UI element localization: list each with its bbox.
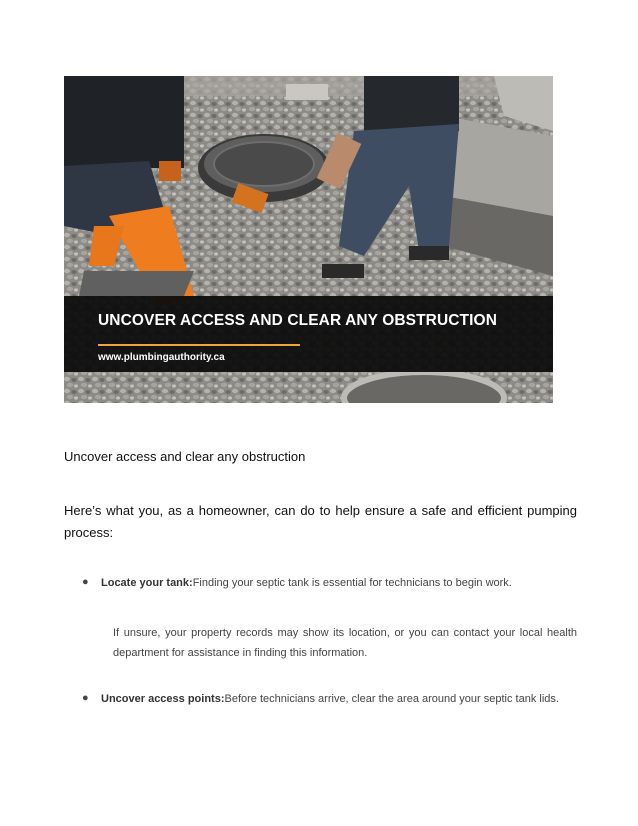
location-note: If unsure, your property records may show its location, or you can contact your local health department for assistance in finding this information. (113, 627, 577, 659)
bullet-text: Before technicians arrive, clear the area around your septic tank lids. (224, 693, 559, 705)
bullet-label: Locate your tank: (101, 577, 193, 589)
bullet-icon: ● (82, 576, 89, 588)
hero-image (64, 76, 553, 403)
banner-url: www.plumbingauthority.ca (98, 352, 225, 363)
banner-title: UNCOVER ACCESS AND CLEAR ANY OBSTRUCTION (98, 312, 497, 329)
bullet-icon: ● (82, 692, 89, 704)
banner-divider (98, 344, 300, 346)
intro-paragraph: Here’s what you, as a homeowner, can do to help ensure a safe and efficient pumping process: (64, 503, 577, 540)
hero-banner (64, 296, 553, 372)
image-caption: Uncover access and clear any obstruction (64, 449, 306, 464)
bullet-text: Finding your septic tank is essential for technicians to begin work. (192, 577, 512, 589)
bullet-label: Uncover access points: (101, 693, 225, 705)
